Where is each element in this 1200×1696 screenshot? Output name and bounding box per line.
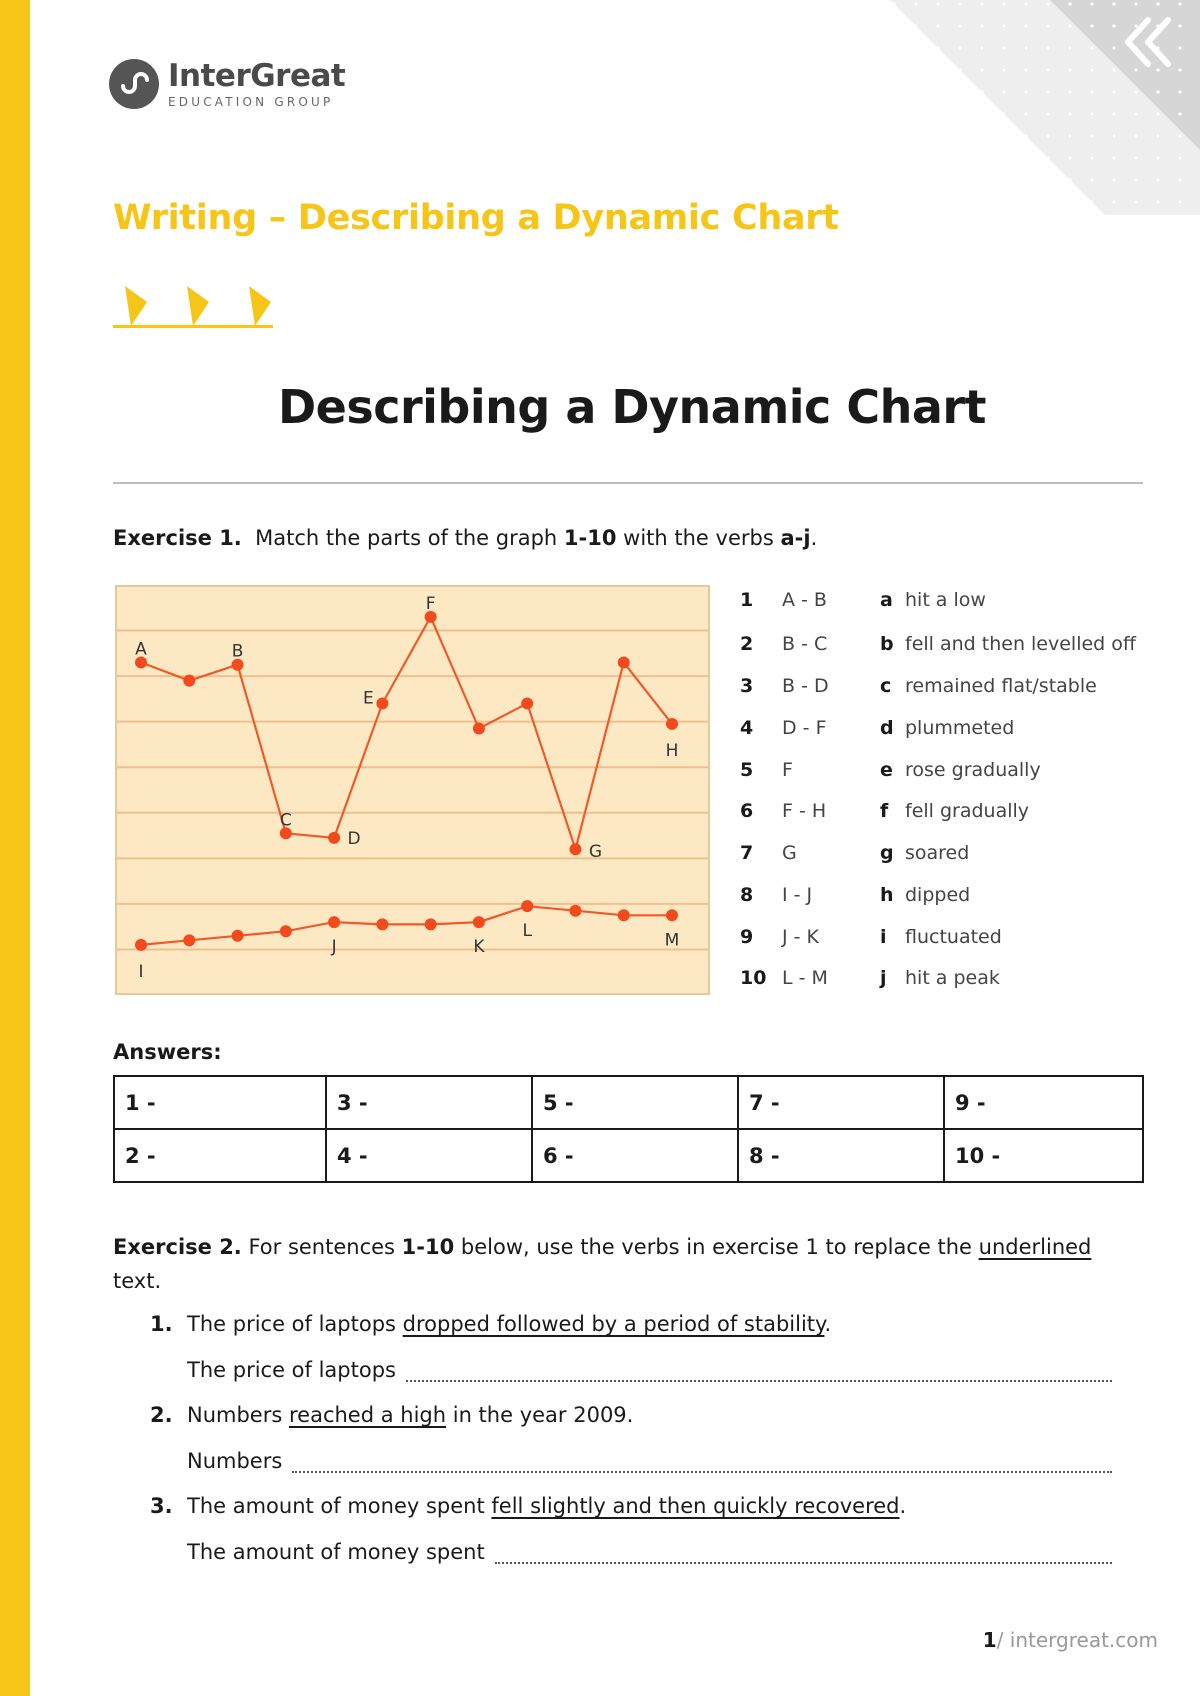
item-letter: a bbox=[880, 589, 893, 611]
item-number: 5 bbox=[740, 759, 754, 781]
triangle-right-icon bbox=[187, 286, 209, 326]
item-verb: dipped bbox=[905, 884, 971, 906]
divider bbox=[113, 482, 1143, 484]
item-number: 4 bbox=[740, 717, 754, 739]
item-verb: fell gradually bbox=[905, 800, 1030, 822]
answer-cell[interactable]: 5 - bbox=[532, 1076, 738, 1129]
item-verb: plummeted bbox=[905, 717, 1015, 739]
data-point bbox=[328, 916, 340, 928]
item-number: 9 bbox=[740, 926, 754, 948]
point-label: K bbox=[473, 937, 485, 958]
brand-logo bbox=[108, 58, 345, 110]
data-point bbox=[376, 697, 388, 709]
point-label: J bbox=[331, 937, 337, 958]
item-number: 1 bbox=[740, 589, 754, 611]
point-label: F bbox=[425, 593, 436, 614]
answer-cell[interactable]: 2 - bbox=[114, 1129, 326, 1182]
item-number: 10 bbox=[740, 967, 767, 989]
item-verb: hit a peak bbox=[905, 967, 1000, 989]
item-segment: D - F bbox=[782, 717, 827, 739]
table-row bbox=[114, 1076, 1143, 1129]
list-item bbox=[740, 713, 1160, 743]
list-item bbox=[740, 755, 1160, 785]
item-verb: hit a low bbox=[905, 589, 986, 611]
question-number: 3. bbox=[150, 1494, 173, 1518]
item-segment: L - M bbox=[782, 967, 828, 989]
item-verb: rose gradually bbox=[905, 759, 1041, 781]
point-label: D bbox=[347, 828, 361, 849]
data-point bbox=[473, 916, 485, 928]
point-label: H bbox=[665, 740, 679, 761]
item-verb: fluctuated bbox=[905, 926, 1002, 948]
exercise-2-instruction: Exercise 2. For sentences 1-10 below, use the verbs in exercise 1 to replace the underlined bbox=[113, 1235, 1092, 1259]
answers-table bbox=[113, 1075, 1144, 1183]
data-point bbox=[569, 905, 581, 917]
answer-line[interactable]: The price of laptops bbox=[187, 1358, 1112, 1382]
item-verb: remained flat/stable bbox=[905, 675, 1097, 697]
item-segment: F - H bbox=[782, 800, 827, 822]
point-label: L bbox=[522, 921, 532, 942]
item-letter: j bbox=[880, 967, 887, 989]
data-point bbox=[328, 832, 340, 844]
list-item bbox=[740, 838, 1160, 868]
exercise-2-instruction-cont: text. bbox=[113, 1269, 162, 1293]
data-point bbox=[521, 697, 533, 709]
point-label: A bbox=[135, 639, 147, 660]
data-point bbox=[183, 934, 195, 946]
data-point bbox=[280, 925, 292, 937]
question-sentence: The price of laptops dropped followed by a period of stability. bbox=[187, 1312, 832, 1336]
item-number: 6 bbox=[740, 800, 754, 822]
triangle-right-icon bbox=[125, 286, 147, 326]
item-segment: I - J bbox=[782, 884, 813, 906]
section-subtitle: Writing – Describing a Dynamic Chart bbox=[113, 198, 839, 238]
answer-cell[interactable]: 7 - bbox=[738, 1076, 944, 1129]
item-segment: B - C bbox=[782, 633, 828, 655]
triangle-right-icon bbox=[249, 286, 271, 326]
answer-cell[interactable]: 4 - bbox=[326, 1129, 532, 1182]
point-label: G bbox=[588, 842, 603, 863]
point-label: C bbox=[279, 810, 292, 831]
answer-cell[interactable]: 9 - bbox=[944, 1076, 1143, 1129]
data-point bbox=[618, 909, 630, 921]
item-letter: f bbox=[880, 800, 889, 822]
data-point bbox=[376, 918, 388, 930]
data-point bbox=[521, 900, 533, 912]
footer bbox=[983, 1628, 1158, 1652]
table-row bbox=[114, 1129, 1143, 1182]
exercise-1-label: Exercise 1. bbox=[113, 526, 242, 550]
point-label: B bbox=[231, 641, 244, 662]
arrow-decoration bbox=[113, 282, 273, 330]
line-chart bbox=[115, 585, 710, 995]
item-letter: i bbox=[880, 926, 887, 948]
item-number: 7 bbox=[740, 842, 754, 864]
list-item bbox=[740, 880, 1160, 910]
item-number: 8 bbox=[740, 884, 754, 906]
question-sentence: The amount of money spent fell slightly and then quickly recovered. bbox=[187, 1494, 907, 1518]
answer-cell[interactable]: 6 - bbox=[532, 1129, 738, 1182]
answer-cell[interactable]: 1 - bbox=[114, 1076, 326, 1129]
data-point bbox=[232, 930, 244, 942]
point-label: E bbox=[362, 688, 374, 709]
item-segment: G bbox=[782, 842, 797, 864]
item-letter: c bbox=[880, 675, 892, 697]
brand-name: InterGreat bbox=[168, 58, 346, 94]
item-segment: B - D bbox=[782, 675, 829, 697]
list-item bbox=[740, 629, 1160, 659]
data-point bbox=[135, 939, 147, 951]
exercise-2-label: Exercise 2. bbox=[113, 1235, 242, 1259]
data-point bbox=[569, 843, 581, 855]
data-point bbox=[666, 909, 678, 921]
point-label: M bbox=[664, 930, 680, 951]
item-segment: J - K bbox=[782, 926, 819, 948]
brand-subname: EDUCATION GROUP bbox=[168, 95, 334, 109]
item-number: 2 bbox=[740, 633, 754, 655]
list-item bbox=[740, 963, 1160, 993]
item-verb: soared bbox=[905, 842, 970, 864]
footer-site: / intergreat.com bbox=[996, 1628, 1158, 1652]
data-point bbox=[666, 718, 678, 730]
item-letter: h bbox=[880, 884, 894, 906]
data-point bbox=[618, 656, 630, 668]
item-letter: g bbox=[880, 842, 894, 864]
answer-line[interactable]: The amount of money spent bbox=[187, 1540, 1112, 1564]
answer-cell[interactable]: 10 - bbox=[944, 1129, 1143, 1182]
item-letter: e bbox=[880, 759, 893, 781]
question-sentence: Numbers reached a high in the year 2009. bbox=[187, 1403, 634, 1427]
item-letter: d bbox=[880, 717, 894, 739]
page-title: Describing a Dynamic Chart bbox=[277, 380, 987, 434]
data-point bbox=[473, 723, 485, 735]
answer-cell[interactable]: 3 - bbox=[326, 1076, 532, 1129]
item-verb: fell and then levelled off bbox=[905, 633, 1136, 655]
list-item bbox=[740, 585, 1160, 615]
item-segment: F bbox=[782, 759, 793, 781]
list-item bbox=[740, 671, 1160, 701]
logo-mark-icon bbox=[108, 58, 160, 110]
page-number: 1 bbox=[982, 1628, 997, 1652]
item-segment: A - B bbox=[782, 589, 827, 611]
list-item bbox=[740, 796, 1160, 826]
corner-decoration bbox=[890, 0, 1200, 215]
data-point bbox=[425, 918, 437, 930]
answer-line[interactable]: Numbers bbox=[187, 1449, 1112, 1473]
answers-label: Answers: bbox=[113, 1040, 222, 1064]
item-number: 3 bbox=[740, 675, 754, 697]
point-label: I bbox=[138, 961, 144, 982]
side-accent-bar bbox=[0, 0, 30, 1696]
exercise-1-instruction: Exercise 1. Match the parts of the graph 1-10 with the verbs a-j. bbox=[113, 526, 818, 550]
item-letter: b bbox=[880, 633, 894, 655]
list-item bbox=[740, 922, 1160, 952]
question-number: 2. bbox=[150, 1403, 173, 1427]
question-number: 1. bbox=[150, 1312, 173, 1336]
answer-cell[interactable]: 8 - bbox=[738, 1129, 944, 1182]
data-point bbox=[183, 675, 195, 687]
